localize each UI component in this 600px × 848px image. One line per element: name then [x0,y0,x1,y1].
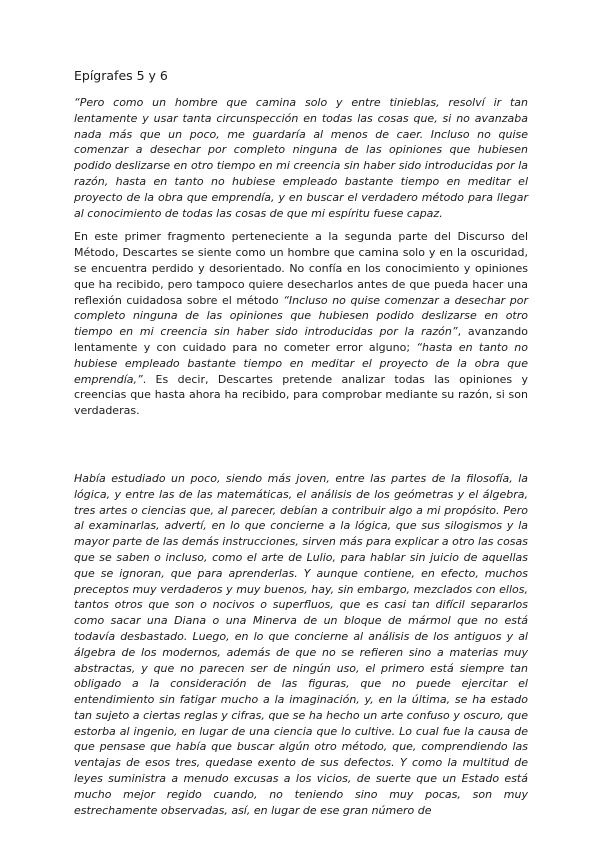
commentary-quote-1: “Incluso no quise comenzar a desechar por completo ninguna de las opiniones que hubiesen podido deslizarse en otro tiempo en mi creencia sin haber sido introducidas por la razón” [74,293,529,339]
section-heading: Epígrafes 5 y 6 [74,68,168,83]
commentary-text-3: . Es decir, Descartes pretende analizar todas las opiniones y creencias que hasta ahora ha recibido, para comprobar mediante su razón, si son verdaderas. [74,372,528,418]
document-page [74,68,528,818]
spacer [74,419,528,471]
spacer [74,221,528,229]
commentary-paragraph [74,229,528,419]
second-descartes-quote: Había estudiado un poco, siendo más joven, entre las partes de la filosofía, la lógica, y entre las de las matemáticas, el análisis de los geómetras y el álgebra, tres artes o ciencias que, al parecer, debían a contribuir algo a mi propósito. Pero al examinarlas, advertí, en lo que concierne a la lógica, que sus silogismos y la mayor parte de las demás instrucciones, sirven más para explicar a otro las cosas que se saben o incluso, como el arte de Lulio, para hablar sin juicio de aquellas que se ignoran, que para aprenderlas. Y aunque contiene, en efecto, muchos preceptos muy verdaderos y muy buenos, hay, sin embargo, mezclados con ellos, tantos otros que son o nocivos o superfluos, que es casi tan difícil separarlos como sacar una Diana o una Minerva de un bloque de mármol que no está todavía desbastado. Luego, en lo que concierne al análisis de los antiguos y al álgebra de los modernos, además de que no se refieren sino a materias muy abstractas, y que no parecen ser de ningún uso, el primero está siempre tan obligado a la consideración de las figuras, que no puede ejercitar el entendimiento sin fatigar mucho a la imaginación, y, en la última, se ha estado tan sujeto a ciertas reglas y cifras, que se ha hecho un arte confuso y oscuro, que estorba al ingenio, en lugar de una ciencia que lo cultive. Lo cual fue la causa de que pensase que había que buscar algún otro método, que, comprendiendo las ventajas de esos tres, quedase exento de sus defectos. Y como la multitud de leyes suministra a menudo excusas a los vicios, de suerte que un Estado está mucho mejor regido cuando, no teniendo sino muy pocas, son muy estrechamente observadas, así, en lugar de ese gran número de [74,471,528,817]
commentary-text-2: , avanzando lentamente y con cuidado para no cometer error alguno; [74,325,529,354]
descartes-quote: “Pero como un hombre que camina solo y entre tinieblas, resolví ir tan lentamente y usar tanta circunspección en todas las cosas que, si no avanzaba nada más que un poco, me guardaría al menos de caer. Incluso no quise comenzar a desechar por completo ninguna de las opiniones que hubiesen podido deslizarse en otro tiempo en mi creencia sin haber sido introducidas por la razón, hasta en tanto no hubiese empleado bastante tiempo en meditar el proyecto de la obra que emprendía, y en buscar el verdadero método para llegar al conocimiento de todas las cosas de que mi espíritu fuese capaz. [74,96,528,220]
commentary-quote-2: “hasta en tanto no hubiese empleado bastante tiempo en meditar el proyecto de la obra que emprendía,” [74,340,528,386]
commentary-text-1: En este primer fragmento perteneciente a la segunda parte del Discurso del Método, Descartes se siente como un hombre que camina solo y en la oscuridad, se encuentra perdido y desorientado. No confía en los conocimiento y opiniones que ha recibido, pero tampoco quiere desecharlos antes de que pueda hacer una reflexión cuidadosa sobre el método [74,230,528,307]
